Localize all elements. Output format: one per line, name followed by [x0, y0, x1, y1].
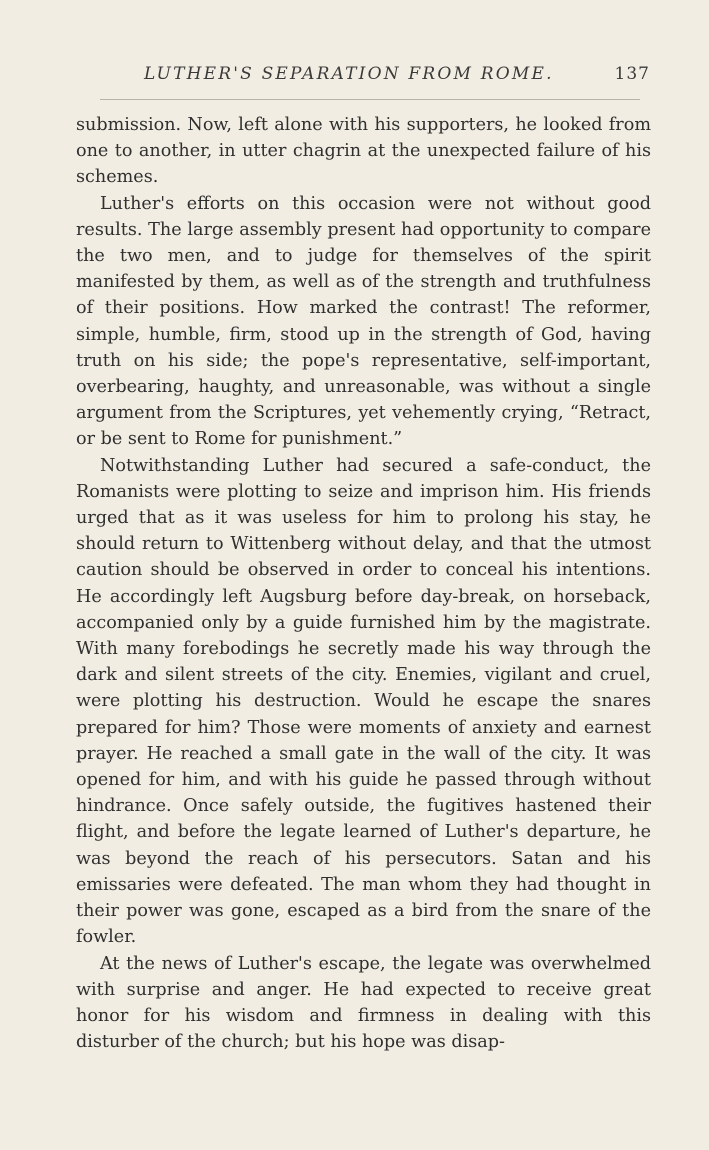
page-number: 137 — [614, 64, 650, 84]
paragraph: At the news of Luther's escape, the legate was overwhelmed with surprise and anger. He had expected to receive great honor for his wisdom and firmness in dealing with this disturber of the church; but his hope was disap- — [76, 953, 651, 1053]
body-text — [76, 112, 651, 1055]
header-rule — [100, 99, 640, 100]
running-head: LUTHER'S SEPARATION FROM ROME. — [144, 64, 554, 84]
paragraph: Luther's efforts on this occasion were not without good results. The large assembly present had opportunity to compare the two men, and to judge for themselves of the spirit manifested by them, as well as of the strength and truthfulness of their positions. How marked the contrast! The reformer, simple, humble, firm, stood up in the strength of God, having truth on his side; the pope's representative, self-important, overbearing, haughty, and unreasonable, was without a single argument from the Scriptures, yet vehemently crying, “Retract, or be sent to Rome for punishment.” — [76, 193, 651, 450]
paragraph: Notwithstanding Luther had secured a safe-conduct, the Romanists were plotting to seize and imprison him. His friends urged that as it was useless for him to prolong his stay, he should return to Wittenberg without delay, and that the utmost caution should be observed in order to conceal his intentions. He accordingly left Augsburg before day-break, on horseback, accompanied only by a guide furnished him by the magistrate. With many forebodings he secretly made his way through the dark and silent streets of the city. Enemies, vigilant and cruel, were plotting his destruction. Would he escape the snares prepared for him? Those were moments of anxiety and earnest prayer. He reached a small gate in the wall of the city. It was opened for him, and with his guide he passed through without hindrance. Once safely outside, the fugitives hastened their flight, and before the legate learned of Luther's departure, he was beyond the reach of his persecutors. Satan and his emissaries were defeated. The man whom they had thought in their power was gone, escaped as a bird from the snare of the fowler. — [76, 455, 651, 948]
paragraph-continued: submission. Now, left alone with his supporters, he looked from one to another, in utter chagrin at the unexpected failure of his schemes. — [76, 115, 651, 188]
page-header — [76, 64, 656, 88]
